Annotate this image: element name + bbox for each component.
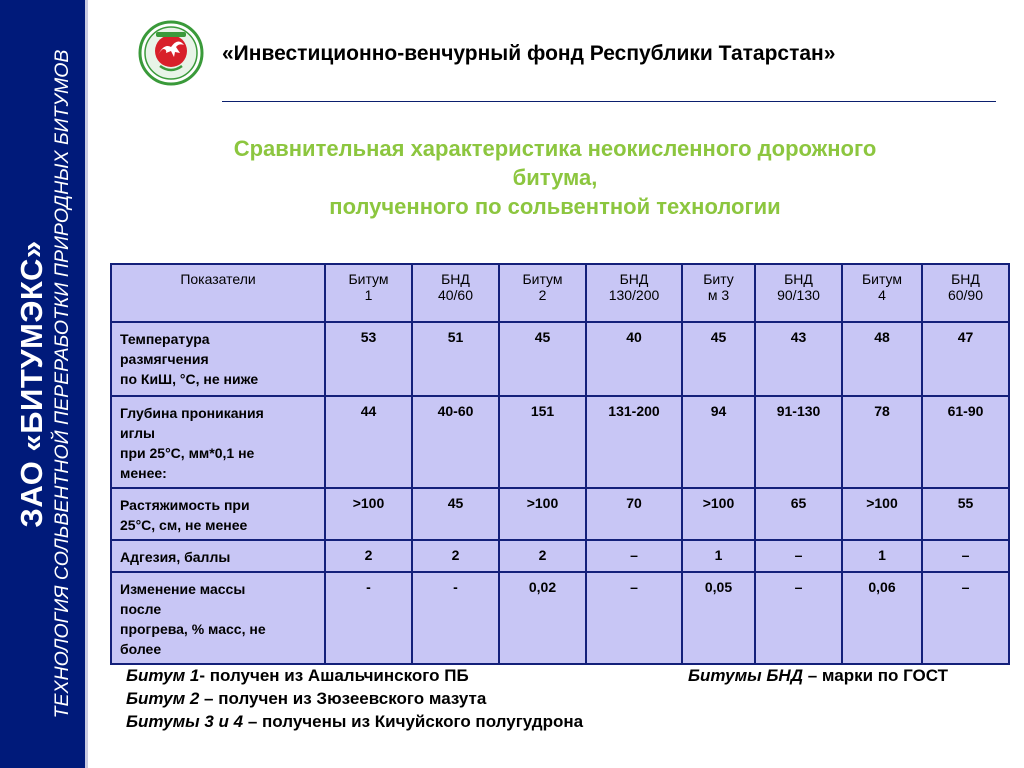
table-cell: 1 <box>842 540 922 572</box>
table-cell: – <box>755 540 842 572</box>
table-cell: 53 <box>325 322 412 396</box>
slide-title-line-1: Сравнительная характеристика неокисленного дорожного <box>233 136 877 161</box>
footnote-term: Битумы БНД <box>688 666 803 685</box>
footnote-text: – марки по ГОСТ <box>802 666 949 685</box>
row-label: Глубина проникания иглы при 25°С, мм*0,1 не менее: <box>111 396 325 488</box>
slide-title-line-2: битума, <box>512 165 598 190</box>
table-cell: 91-130 <box>755 396 842 488</box>
row-label: Адгезия, баллы <box>111 540 325 572</box>
column-header: БНД 90/130 <box>755 264 842 322</box>
header-title: «Инвестиционно-венчурный фонд Республики Татарстан» <box>222 42 836 65</box>
comparison-table <box>110 263 1010 665</box>
table-cell: 70 <box>586 488 682 540</box>
footnote <box>126 664 1006 687</box>
table-cell: >100 <box>499 488 586 540</box>
table-cell: 47 <box>922 322 1009 396</box>
row-label: Изменение массы после прогрева, % масс, не более <box>111 572 325 664</box>
table-cell: >100 <box>682 488 755 540</box>
table-cell: 151 <box>499 396 586 488</box>
footnote-text: – получены из Кичуйского полугудрона <box>243 712 584 731</box>
table-cell: 2 <box>412 540 499 572</box>
column-header: Биту м 3 <box>682 264 755 322</box>
footnote-gost <box>688 664 948 687</box>
table-cell: 48 <box>842 322 922 396</box>
company-tagline: ТЕХНОЛОГИЯ СОЛЬВЕНТНОЙ ПЕРЕРАБОТКИ ПРИРОДНЫХ БИТУМОВ <box>51 49 73 719</box>
slide-title <box>150 134 960 221</box>
row-label: Температура размягчения по КиШ, °С, не ниже <box>111 322 325 396</box>
table-row <box>111 396 1009 488</box>
table-cell: 65 <box>755 488 842 540</box>
table-cell: – <box>586 540 682 572</box>
table-cell: 55 <box>922 488 1009 540</box>
table-cell: – <box>755 572 842 664</box>
table-cell: - <box>325 572 412 664</box>
company-name: ЗАО «БИТУМЭКС» <box>14 240 49 528</box>
column-header: Битум 1 <box>325 264 412 322</box>
column-header: БНД 40/60 <box>412 264 499 322</box>
table-cell: – <box>922 572 1009 664</box>
table-cell: – <box>586 572 682 664</box>
slide-title-line-3: полученного по сольвентной технологии <box>329 194 781 219</box>
table-cell: 43 <box>755 322 842 396</box>
tatarstan-emblem-icon <box>138 20 204 86</box>
footnote-term: Битум 1 <box>126 666 200 685</box>
sidebar <box>0 0 88 768</box>
table-row <box>111 488 1009 540</box>
table-row <box>111 322 1009 396</box>
footnote-text: – получен из Зюзеевского мазута <box>199 689 487 708</box>
footnote <box>126 710 1006 733</box>
table-cell: 40-60 <box>412 396 499 488</box>
footnote-term: Битумы 3 и 4 <box>126 712 244 731</box>
table-cell: 78 <box>842 396 922 488</box>
table-row <box>111 572 1009 664</box>
table-cell: 45 <box>412 488 499 540</box>
column-header: Битум 2 <box>499 264 586 322</box>
table-cell: >100 <box>325 488 412 540</box>
column-header: Показатели <box>111 264 325 322</box>
footnotes <box>126 664 1006 733</box>
table-cell: 45 <box>682 322 755 396</box>
sidebar-text <box>14 14 74 754</box>
column-header: Битум 4 <box>842 264 922 322</box>
table-cell: 131-200 <box>586 396 682 488</box>
row-label: Растяжимость при 25°С, см, не менее <box>111 488 325 540</box>
table-cell: 61-90 <box>922 396 1009 488</box>
footnote-term: Битум 2 <box>126 689 200 708</box>
footnote-text: - получен из Ашальчинского ПБ <box>199 666 469 685</box>
column-header: БНД 60/90 <box>922 264 1009 322</box>
column-header: БНД 130/200 <box>586 264 682 322</box>
table-cell: 1 <box>682 540 755 572</box>
table-cell: – <box>922 540 1009 572</box>
footnote <box>126 687 1006 710</box>
table-cell: 94 <box>682 396 755 488</box>
table-header-row <box>111 264 1009 322</box>
table-cell: 2 <box>325 540 412 572</box>
table-cell: - <box>412 572 499 664</box>
table-cell: 40 <box>586 322 682 396</box>
table-cell: 0,02 <box>499 572 586 664</box>
table-cell: 45 <box>499 322 586 396</box>
table-cell: 44 <box>325 396 412 488</box>
table-cell: 51 <box>412 322 499 396</box>
header-divider <box>222 101 996 102</box>
table-cell: 2 <box>499 540 586 572</box>
table-cell: 0,05 <box>682 572 755 664</box>
table-row <box>111 540 1009 572</box>
table-cell: >100 <box>842 488 922 540</box>
table-cell: 0,06 <box>842 572 922 664</box>
